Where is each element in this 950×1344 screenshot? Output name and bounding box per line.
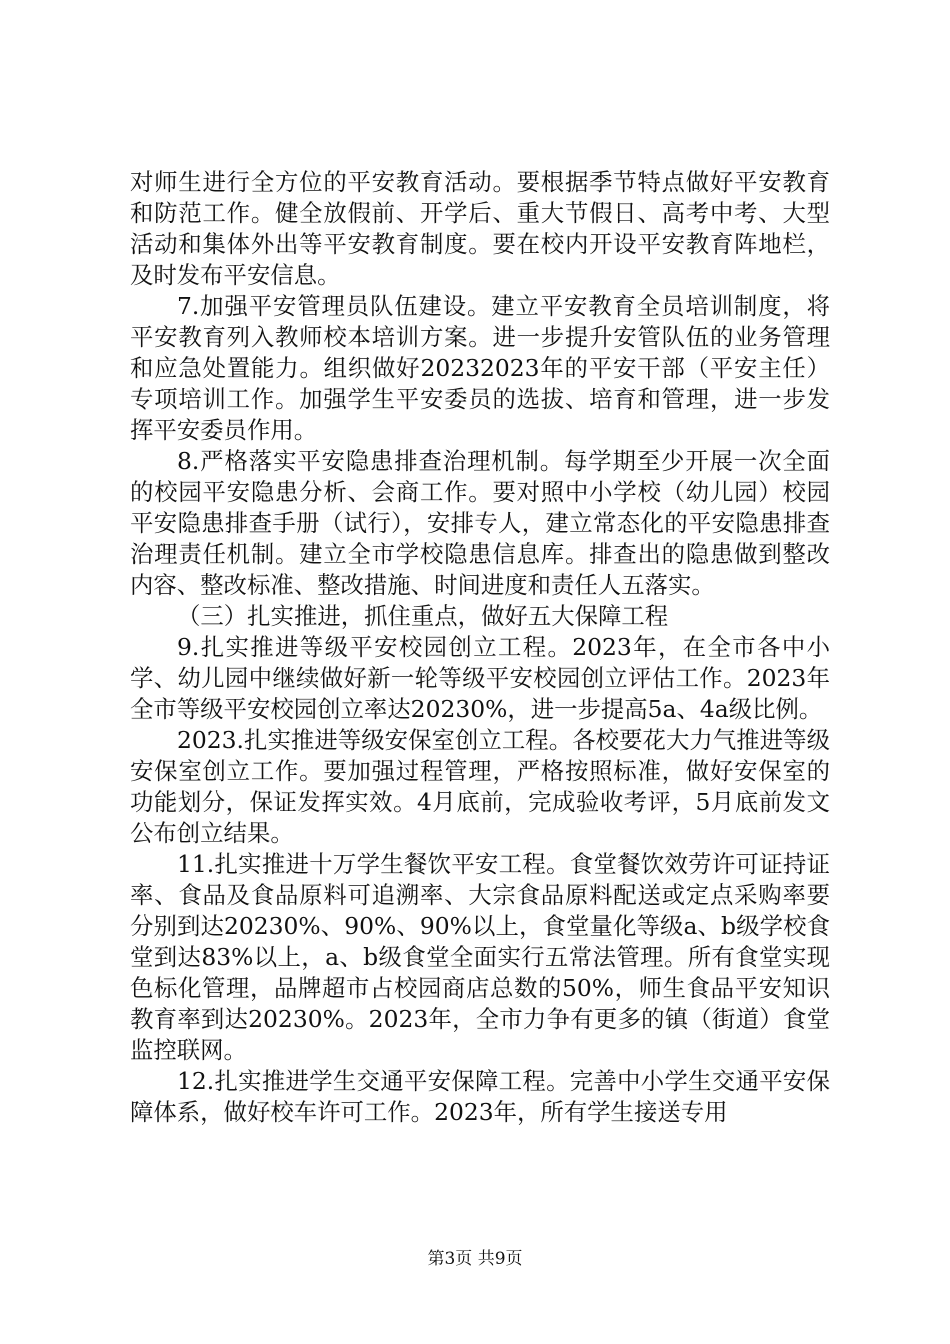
paragraph-item-8: 8.严格落实平安隐患排查治理机制。每学期至少开展一次全面的校园平安隐患分析、会商工作。要对照中小学校（幼儿园）校园平安隐患排查手册（试行），安排专人，建立常态化的平安隐患排查治理责任机制。建立全市学校隐患信息库。排查出的隐患做到整改内容、整改标准、整改措施、时间进度和责任人五落实。 [130,447,830,599]
paragraph-item-11: 11.扎实推进十万学生餐饮平安工程。食堂餐饮效劳许可证持证率、食品及食品原料可追溯率、大宗食品原料配送或定点采购率要分别到达20230%、90%、90%以上，食堂量化等级a、b级学校食堂到达83%以上，a、b级食堂全面实行五常法管理。所有食堂实现色标化管理，品牌超市占校园商店总数的50%，师生食品平安知识教育率到达20230%。2023年，全市力争有更多的镇（街道）食堂监控联网。 [130,850,830,1064]
page-number-label: 第3页 共9页 [427,1249,523,1269]
paragraph-item-10: 2023.扎实推进等级安保室创立工程。各校要花大力气推进等级安保室创立工作。要加强过程管理，严格按照标准，做好安保室的功能划分，保证发挥实效。4月底前，完成验收考评，5月底前发文公布创立结果。 [130,726,830,847]
paragraph-item-7: 7.加强平安管理员队伍建设。建立平安教育全员培训制度，将平安教育列入教师校本培训方案。进一步提升安管队伍的业务管理和应急处置能力。组织做好20232023年的平安干部（平安主任）专项培训工作。加强学生平安委员的选拔、培育和管理，进一步发挥平安委员作用。 [130,292,830,444]
paragraph-item-12: 12.扎实推进学生交通平安保障工程。完善中小学生交通平安保障体系，做好校车许可工作。2023年，所有学生接送专用 [130,1067,830,1126]
paragraph-continuation: 对师生进行全方位的平安教育活动。要根据季节特点做好平安教育和防范工作。健全放假前、开学后、重大节假日、高考中考、大型活动和集体外出等平安教育制度。要在校内开设平安教育阵地栏，及时发布平安信息。 [130,168,830,289]
page-footer [0,1244,950,1269]
document-body [130,167,830,1128]
section-heading-3: （三）扎实推进，抓住重点，做好五大保障工程 [177,602,669,630]
paragraph-item-9: 9.扎实推进等级平安校园创立工程。2023年，在全市各中小学、幼儿园中继续做好新一轮等级平安校园创立评估工作。2023年全市等级平安校园创立率达20230%，进一步提高5a、4a级比例。 [130,633,830,723]
